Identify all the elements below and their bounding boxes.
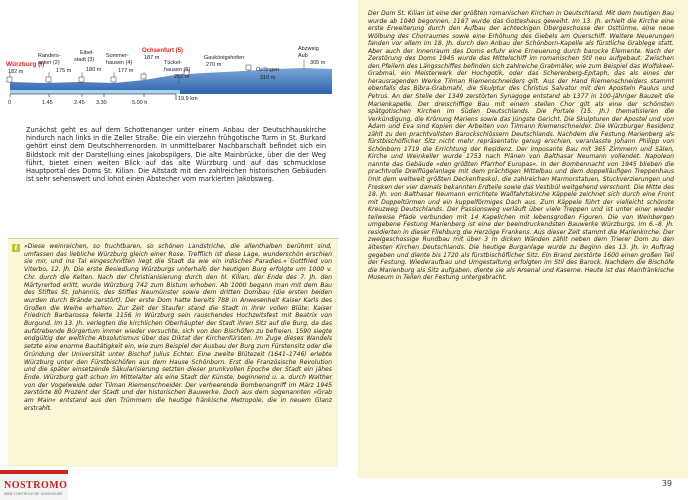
logo-name: NOSTROMO (4, 480, 68, 491)
station-alt: 305 m (310, 60, 326, 66)
km-label: 5.00 h (132, 100, 148, 106)
station-alt: 180 m (86, 67, 102, 73)
station-label: hausen (6) (164, 67, 191, 73)
amenity-icon (46, 77, 51, 82)
station-label: Eibel- (80, 50, 95, 56)
km-label: 1.45 (42, 100, 53, 106)
station-label: Abzweig (298, 46, 319, 52)
km-label: 0 (8, 100, 12, 106)
amenity-icon (7, 77, 12, 82)
amenity-icon (111, 77, 116, 82)
station-label: Sommer- (106, 53, 129, 59)
distance-label: 19.9 km (178, 96, 198, 102)
amenity-icon (141, 74, 146, 79)
station-label: Ochsenfurt (5) (142, 48, 184, 54)
station-alt: 270 m (206, 62, 222, 68)
station-label: Randers- (38, 53, 61, 59)
station-alt: 187 m (144, 55, 160, 61)
station-label: Aub (298, 53, 308, 59)
right-info-box (358, 0, 688, 478)
station-alt: 175 m (56, 68, 72, 74)
logo-sub: WEB CONTROLE DE VOYAGEURS (4, 492, 63, 496)
info-text: »Diese weinreichen, so fruchtbaren, so schönen Landstriche, die allenthalben berühmt sind, umfassen das liebliche Würzburg gleich einer Rose. Trefflich ist diese Lage, wunderschön erschien sie mir, und ins Tal eingeschnitten liegt die Stadt da wie ein irdisches Paradies.« Gottfried von Viterbo, 12. Jh. Die erste Besiedlung Würzburgs unterhalb der heutigen Burg erfolgte um 1000 v. Chr. durch die Kelten. Nach der Christianisierung durch den hl. Kilian, der Ende des 7. Jh. den Märtyrertod erlitt, wurde Würzburg 742 zum Bistum erhoben. Ab 1000 begann man mit dem Bau des Stiftes St. Johannis, des Stiftes Neumünster sowie dem dritten Dombau (die ersten beiden wurden durch Brände zerstört). Der erste Dom hatte bereits 788 in Anwesenheit Kaiser Karls des Großen die Weihe erhalten. Zur Zeit der Staufer stand die Stadt in ihrer vollen Blüte: Kaiser Friedrich Barbarossa feierte 1156 in Würzburg sein rauschendes Hochzeitsfest mit Beatrix von Burgund. Im 13. Jh. verlegten die kirchlichen Oberhäupter der Stadt ihren Sitz auf die Burg, da das aufstrebende Bürgertum immer wieder versuchte, sich von den Bischöfen zu befreien. 1590 siegte endgültig der weltliche Absolutismus über das Diktat der Kirchenfürsten. Im Zuge dieses Wandels setzte eine enorme Bautätigkeit ein, wie zum Beispiel der Ausbau der Burg zum Fürstensitz oder die Gründung der Universität unter Bischof Julius Echter. Eine zweite Blütezeit (1641–1746) erlebte Würzburg unter den Fürstbischöfen aus dem Hause Schönborn. Erst die Französische Revolution und die später einsetzende Säkularisierung setzten dieser prunkvollen Epoche der Stadt ein jähes Ende. Würzburg galt schon im Mittelalter als eine Stadt der Künste, beginnend u. a. durch Walther von der Vogelweide oder Tilman Riemenschneider. Der verheerende Bombenangriff im März 1945 zerstörte 80 Prozent der Stadt und der historischen Bauwerke. Doch aus dem sogenannten »Grab am Main« entstand aus den Trümmern die heutige fränkische Metropole, die in neuem Glanz erstrahlt. (24, 243, 332, 412)
station-label: Oellingen (256, 67, 280, 73)
station-alt: 252 m (174, 74, 190, 80)
station-alt: 177 m (118, 68, 134, 74)
amenity-icon (246, 65, 251, 70)
station-label: hausen (4) (106, 60, 133, 66)
km-label: 2.45 (74, 100, 85, 106)
station-alt: 182 m (8, 69, 24, 75)
publisher-logo (0, 470, 68, 500)
station-label: acker (2) (38, 60, 60, 66)
amenity-icon (79, 77, 84, 82)
elevation-profile (4, 42, 339, 120)
main-text: Zunächst geht es auf dem Schottenanger unter einem Anbau der Deutschhauskirche hindurch nach links in die Zeller Straße. Die ein vierzehn frühgotische Turm in St. Burkard gehört einst dem Deutschherrenorden. In unmittelbarer Nachbarschaft befindet sich ein Bildstock mit der Darstellung eines Jakobspilgers. Die alte Mainbrücke, über die der Weg führt, bietet einen weiten Blick auf das alte Würzburg und auf das schmucklose Hauptportal des Doms St. Kilian. Die Altstadt mit den zahlreichen historischen Gebäuden ist sehr sehenswert und lohnt einen Abstecher vom markierten Jakobsweg. (26, 126, 326, 184)
station-label: stadt (3) (74, 57, 95, 63)
river-strip (10, 90, 180, 94)
km-label: 3.30 (96, 100, 107, 106)
page-number: 39 (661, 479, 672, 488)
right-text: Der Dom St. Kilian ist eine der größten romanischen Kirchen in Deutschland. Mit dem heutigen Bau wurde ab 1040 begonnen, 1187 wurde das Gotteshaus geweiht. Im 13. Jh. erhielt die Kirche eine erste Erweiterung durch den Aufbau der achteckigen Obergeschosse der Osttürme, eine neue Wölbung des Chorraumes sowie eine Erhöhung des Giebels am Querschiff. Weitere Neuerungen fanden vor allem im 18. Jh. durch den Anbau der Schönborn-Kapelle als fürstliche Grablege statt. Aber auch der Innenraum des Doms erfuhr eine Erneuerung durch barocke Elemente. Nach der Zerstörung des Doms 1945 wurde das Mittelschiff im romanischen Stil neu aufgebaut. Zwischen den Pfeilern des Längsschiffes befinden sich zahlreiche Grabmäler, wie zum Beispiel das Wolfskeel-Grabmal, ein Meisterwerk der Hochgotik, oder das Scherenberg-Epitaph, das als eines der herausragenden Werke Tilman Riemenschneiders gilt. Aus der Hand Riemenschneiders stammt ebenfalls das Bibra-Grabmahl, die Skulptur des Christus Salvator mit den Aposteln Paulus und Petrus. An der Stelle der 1349 zerstörten Synagoge entstand ab 1377 in 100-jähriger Bauzeit die Marienkapelle. Der dreischiffige Bau mit einem steilen Chor gilt als eine der schönsten spätgotischen Kirchen im Süden Deutschlands. Die Portale (15. Jh.) thematisieren die Verkündigung, die Krönung Mariens sowie das Jüngste Gericht. Die Skulpturen der Apostel und von Adam und Eva sind Kopien der Arbeiten von Tilmann Riemenschneider. Die Würzburger Residenz zählt zu den prachtvollsten Barockschlössern Deutschlands. Nachdem die Festung Marienberg als fürstbischöflicher Sitz nicht mehr repräsentativ genug erschien, veranlasste Johann Philipp von Schönborn 1719 die Errichtung der Residenz. Der imposante Bau mit 365 Zimmern und Sälen, Kirche und Weinkeller wurde 1753 nach Plänen von Balthasar Neumann vollendet. Napoleon nannte das Gebäude »den größten Pfarrhof Europas«. In der Bombennacht von 1945 blieben die prachtvolle Dreiflügelanlage mit dem prächtigen Mittelbau und dem doppelläufigen Treppenhaus (mit dem weltweit größten Deckenfresko), die zahlreichen Marmorstatuen, Stuckverzierungen und Fresken der vier damals bekannten Erdteile sowie das Vestibül weitgehend verschont. Die Mitte des 18. Jh. von Balthasar Neumann errichtete Wallfahrtskirche Käppele zeichnet sich durch eine Front mit Doppeltürmen und ein kuppelförmiges Dach aus. Zum Käppele führt der vielleicht schönste Kreuzweg Deutschlands. Der Passionsweg verläuft über viele Treppen und ist unter einer wieder teilweise Pfade verbunden mit 14 Kapellchen mit lebensgroßen Figuren. Die von Weinbergen umgebene Festung Marienberg ist eine der beeindruckendsten Bauwerke Würzburgs. Im 6.–8. Jh. residierten in dieser Fliehburg die Herzöge Frankens. Aus dieser Zeit stammt die Marienkirche. Der zweigeschossige Rundbau mit über 3 m dicken Wänden zählt neben dem Trierer Dom zu den ältesten Kirchen Deutschlands. Die heutige Burganlage wurde zu Beginn des 13. Jh. in Auftrag gegeben und diente bis 1720 als fürstbischöflicher Sitz. Ein Brand zerstörte 1600 einen großen Teil der Festung. Wiederaufbau und Umgestaltung erfolgten im Stil des Barock. Nachdem die Bischöfe die Marienburg als Sitz aufgaben, diente sie als Arsenal und Kaserne. Heute ist das Mainfränkische Museum in Teilen der Festung untergebracht. (368, 10, 674, 282)
station-label: Gaukönigshofen (204, 55, 245, 61)
station-label: Tückel- (164, 60, 183, 66)
station-label: Würzburg (I) (6, 61, 45, 68)
info-icon: i (12, 244, 20, 252)
station-alt: 310 m (260, 75, 276, 81)
info-box (8, 238, 338, 467)
